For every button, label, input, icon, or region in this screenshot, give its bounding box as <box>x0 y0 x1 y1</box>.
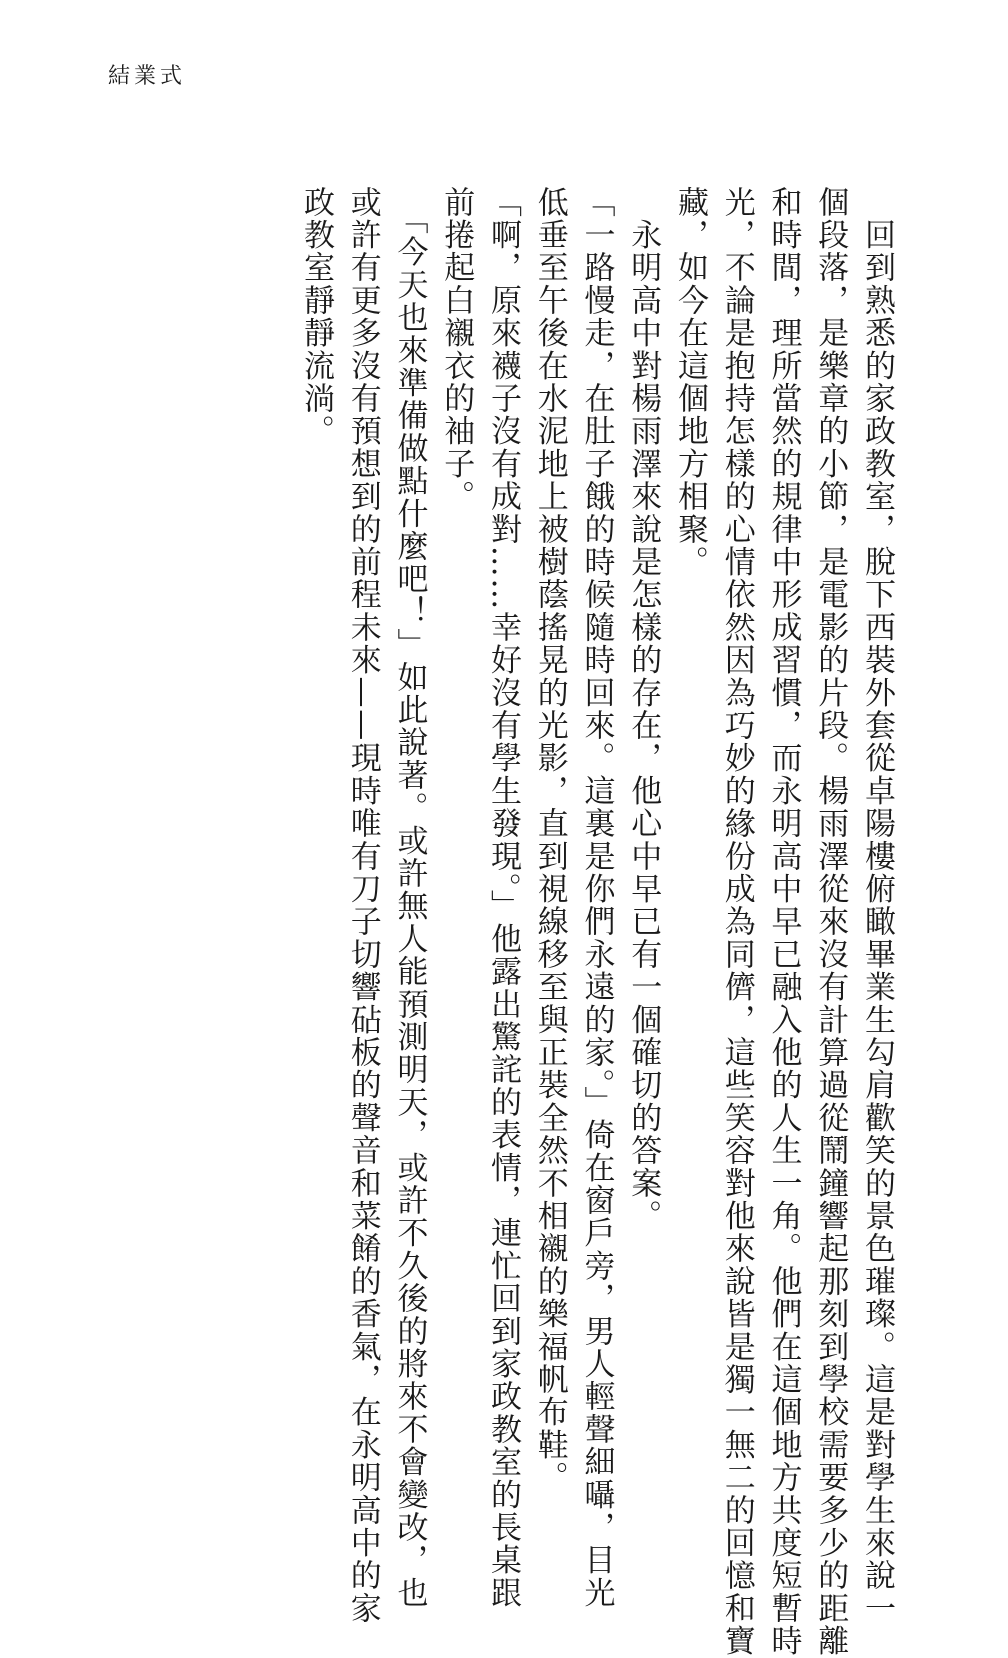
text-column: 光，不論是抱持怎樣的心情依然因為巧妙的緣份成為同儕，這些笑容對他來說皆是獨一無二的回憶和寶 <box>718 186 755 1658</box>
text-column: 或許有更多沒有預想到的前程未來——現時唯有刀子切響砧板的聲音和菜餚的香氣，在永明高中的家 <box>344 186 381 1625</box>
text-column: 「啊，原來襪子沒有成對……幸好沒有學生發現。」他露出驚詫的表情，連忙回到家政教室的長桌跟 <box>485 186 521 1610</box>
text-column: 永明高中對楊雨澤來說是怎樣的存在，他心中早已有一個確切的答案。 <box>625 186 662 1233</box>
text-column: 「今天也來準備做點什麼吧！」如此說著。或許無人能預測明天，或許不久後的將來不會變改，也 <box>391 186 428 1610</box>
text-column: 回到熟悉的家政教室，脫下西裝外套從卓陽樓俯瞰畢業生勾肩歡笑的景色璀璨。這是對學生來說一 <box>859 186 895 1625</box>
text-column: 藏，如今在這個地方相聚。 <box>672 186 708 579</box>
text-column: 個段落，是樂章的小節，是電影的片段。楊雨澤從來沒有計算過從鬧鐘響起那刻到學校需要多少的距離 <box>812 186 849 1658</box>
text-column: 低垂至午後在水泥地上被樹蔭搖晃的光影，直到視線移至與正裝全然不相襯的樂福帆布鞋。 <box>531 186 568 1494</box>
running-head: 結業式 <box>108 64 187 89</box>
text-column: 和時間，理所當然的規律中形成習慣，而永明高中早已融入他的人生一角。他們在這個地方共度短暫時 <box>765 186 802 1658</box>
text-column: 前捲起白襯衣的袖子。 <box>438 186 475 513</box>
text-column: 政教室靜靜流淌。 <box>298 186 334 448</box>
page-body <box>298 186 895 1658</box>
text-column: 「一路慢走，在肚子餓的時候隨時回來。這裏是你們永遠的家。」倚在窗戶旁，男人輕聲細囁，目光 <box>578 186 615 1610</box>
